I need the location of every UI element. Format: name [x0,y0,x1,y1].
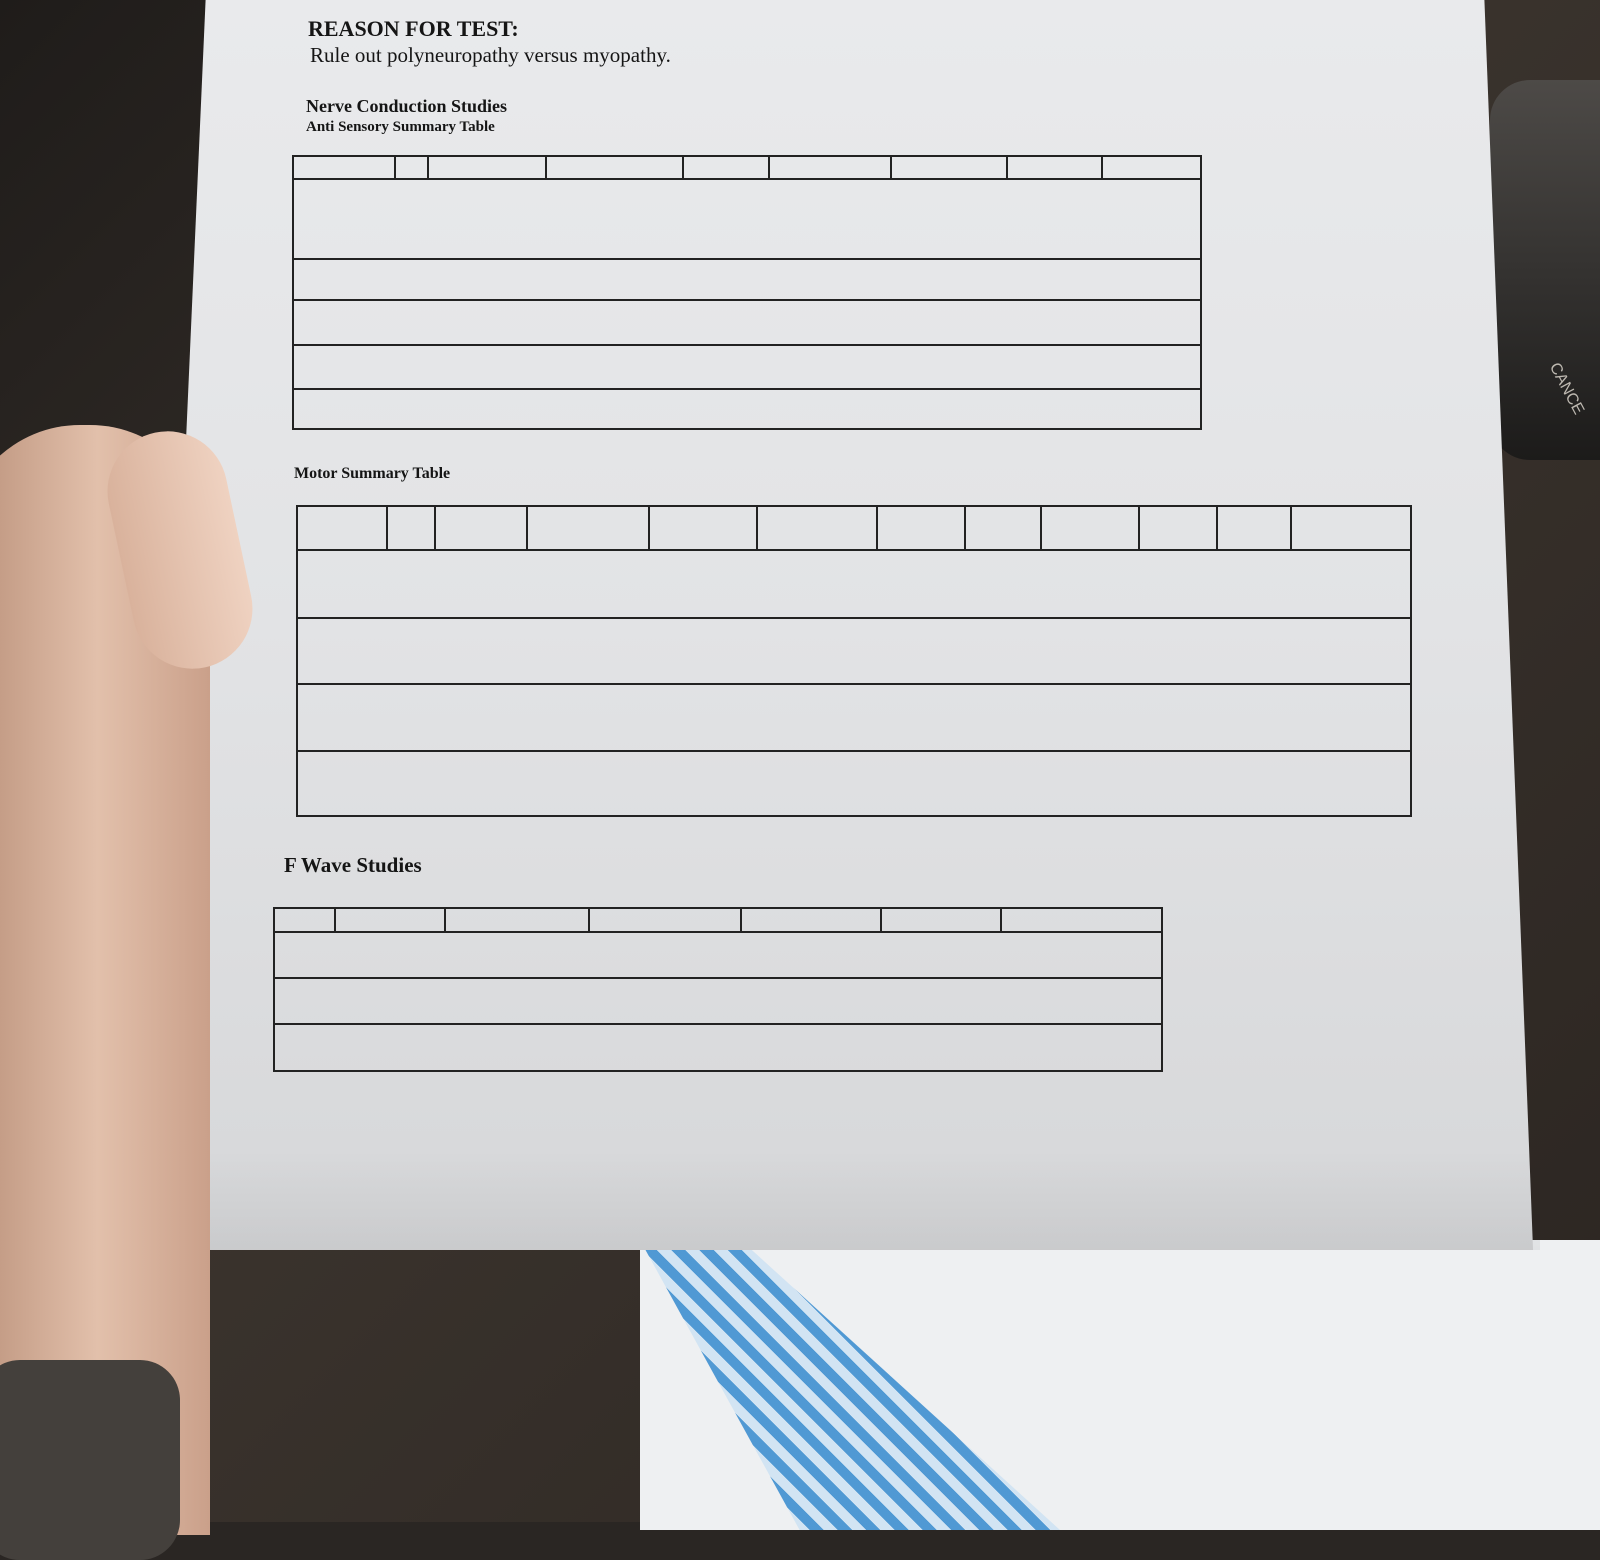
sensory-header-rule [292,178,1202,180]
fwave-group-rule [273,1023,1163,1025]
motor-header-divider [964,505,966,549]
fwave-header-divider [740,907,742,931]
fwave-header-divider [588,907,590,931]
car-button-label: CANCE [1545,360,1588,418]
motor-header-divider [434,505,436,549]
ncs-title: Nerve Conduction Studies [306,96,508,116]
motor-group-rule [296,683,1412,685]
motor-header-rule [296,549,1412,551]
sleeve [0,1360,180,1560]
fwave-title: F Wave Studies [284,853,422,877]
sensory-group-rule [292,344,1202,346]
motor-header-divider [526,505,528,549]
motor-header-divider [1290,505,1292,549]
fwave-header-divider [1000,907,1002,931]
fwave-group-rule [273,977,1163,979]
sensory-header-divider [1006,155,1008,178]
motor-header-divider [648,505,650,549]
sensory-header-divider [427,155,429,178]
fwave-header-divider [334,907,336,931]
sensory-table-title: Anti Sensory Summary Table [306,119,495,135]
fwave-header-divider [880,907,882,931]
sensory-header-divider [682,155,684,178]
motor-header-divider [876,505,878,549]
reason-heading: REASON FOR TEST: [308,16,519,41]
motor-table-frame [296,505,1412,817]
motor-table-title: Motor Summary Table [294,465,451,482]
motor-header-divider [1040,505,1042,549]
motor-header-divider [756,505,758,549]
motor-group-rule [296,617,1412,619]
sensory-group-rule [292,258,1202,260]
motor-header-divider [386,505,388,549]
sensory-header-divider [768,155,770,178]
reason-text: Rule out polyneuropathy versus myopathy. [310,43,671,67]
sensory-group-rule [292,299,1202,301]
sensory-header-divider [1101,155,1103,178]
sensory-header-divider [890,155,892,178]
motor-group-rule [296,750,1412,752]
fwave-header-divider [444,907,446,931]
sensory-header-divider [545,155,547,178]
fwave-header-rule [273,931,1163,933]
sensory-group-rule [292,388,1202,390]
motor-header-divider [1138,505,1140,549]
sensory-header-divider [394,155,396,178]
motor-header-divider [1216,505,1218,549]
